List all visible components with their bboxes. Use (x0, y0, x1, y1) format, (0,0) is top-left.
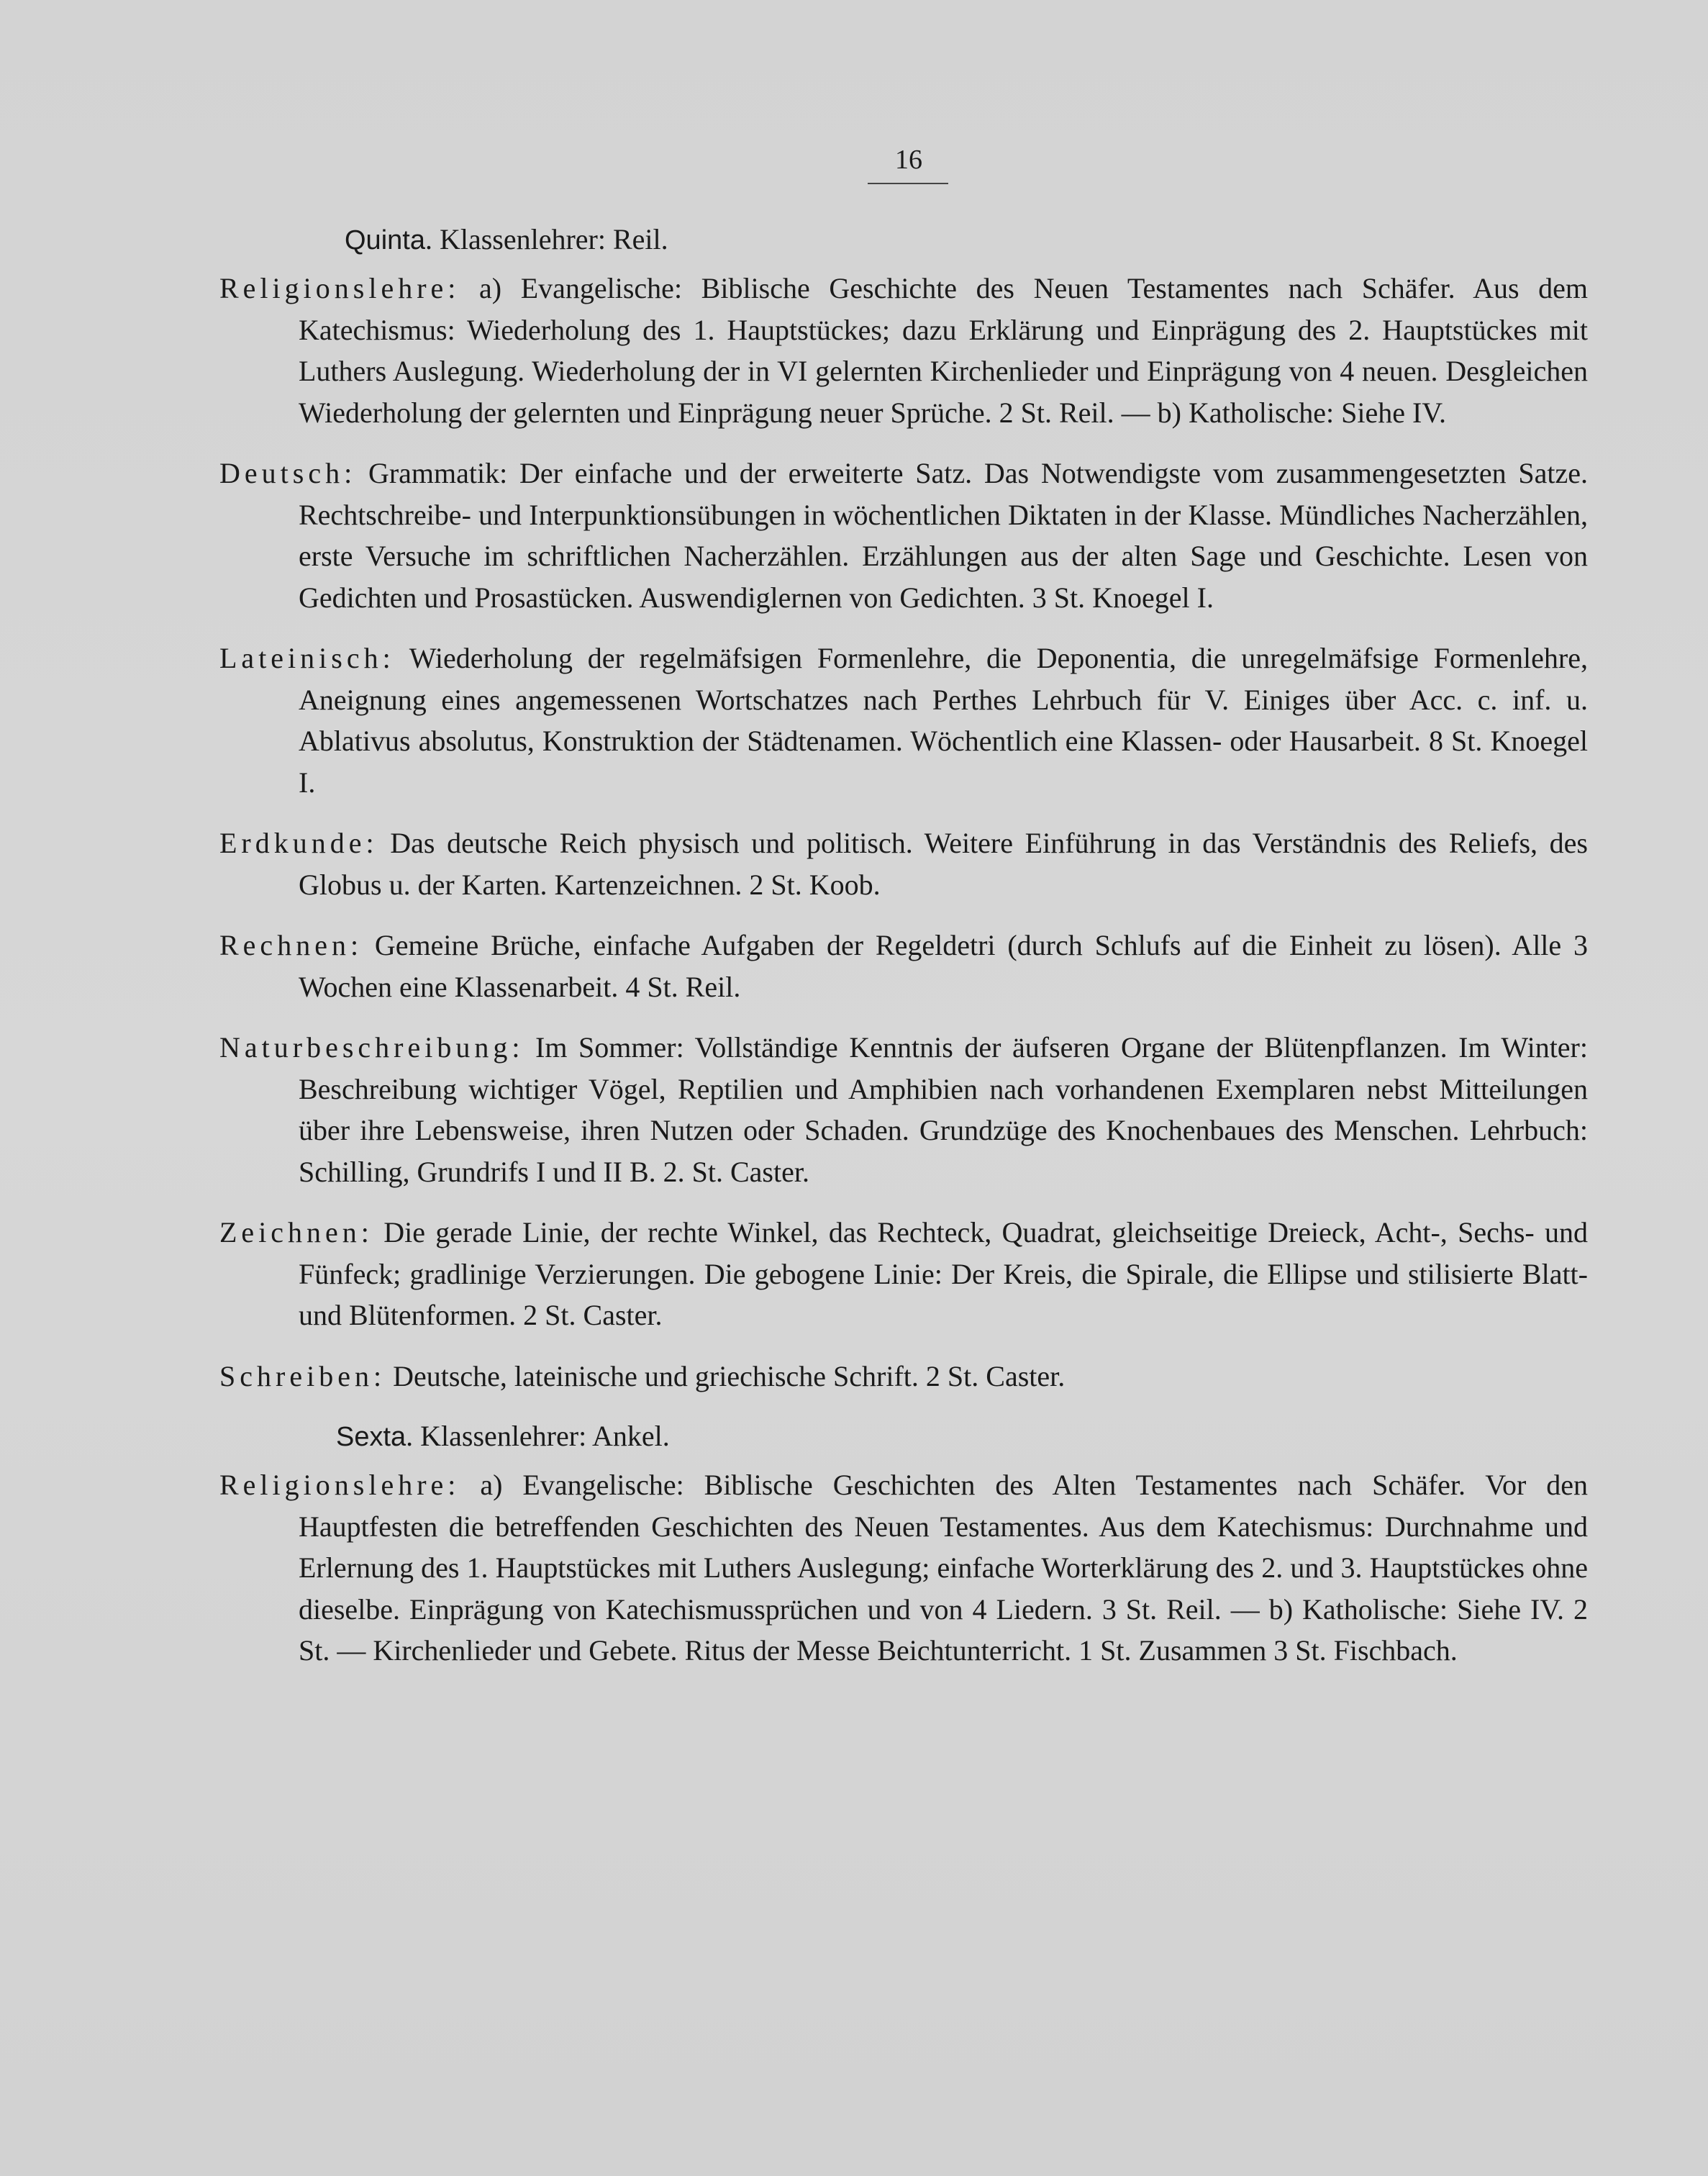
subject-text: Im Sommer: Vollständige Kenntnis der äufseren Organe der Blütenpflanzen. Im Winter: Beschreibung wichtiger Vögel, Reptilien und Amphibien nach vorhandenen Exemplaren nebst Mitteilungen über ihre Lebensweise, ihren Nutzen oder Schaden. Grundzüge des Knochenbaues des Menschen. Lehrbuch: Schilling, Grundrifs I und II B. 2. St. Caster. (299, 1031, 1588, 1188)
quinta-subject-erdkunde (219, 822, 1588, 905)
quinta-subject-schreiben (219, 1356, 1588, 1397)
subject-text: Gemeine Brüche, einfache Aufgaben der Regeldetri (durch Schlufs auf die Einheit zu lösen). Alle 3 Wochen eine Klassenarbeit. 4 St. Reil. (299, 929, 1588, 1003)
subject-label: Deutsch: (219, 457, 357, 489)
subject-text: a) Evangelische: Biblische Geschichte des Neuen Testamentes nach Schäfer. Aus dem Katechismus: Wiederholung des 1. Hauptstückes; dazu Erklärung und Einprägung des 2. Hauptstückes mit Luthers Auslegung. Wiederholung der in VI gelernten Kirchenlieder und Einprägung von 4 neuen. Desgleichen Wiederholung der gelernten und Einprägung neuer Sprüche. 2 St. Reil. — b) Katholische: Siehe IV. (299, 272, 1588, 429)
sexta-teacher: . Klassenlehrer: Ankel. (406, 1420, 670, 1452)
page-number: 16 (895, 145, 922, 175)
subject-label: Rechnen: (219, 929, 363, 961)
sexta-heading (219, 1416, 1588, 1457)
sexta-subject-religion (219, 1464, 1588, 1672)
subject-label: Erdkunde: (219, 827, 378, 859)
subject-label: Religionslehre: (219, 272, 460, 304)
page-content (219, 219, 1588, 1691)
sexta-class-name: Sexta (336, 1422, 406, 1452)
subject-text: a) Evangelische: Biblische Geschichten des Alten Testamentes nach Schäfer. Vor den Hauptfesten die betreffenden Geschichten des Neuen Testamentes. Aus dem Katechismus: Durchnahme und Erlernung des 1. Hauptstückes mit Luthers Auslegung; einfache Worterklärung des 2. und 3. Hauptstückes ohne dieselbe. Einprägung von Katechismussprüchen und von 4 Liedern. 3 St. Reil. — b) Katholische: Siehe IV. 2 St. — Kirchenlieder und Gebete. Ritus der Messe Beichtunterricht. 1 St. Zusammen 3 St. Fischbach. (299, 1469, 1588, 1667)
subject-label: Lateinisch: (219, 642, 395, 674)
quinta-subject-rechnen (219, 925, 1588, 1007)
subject-label: Religionslehre: (219, 1469, 460, 1501)
subject-label: Naturbeschreibung: (219, 1031, 524, 1064)
quinta-heading (219, 219, 1588, 260)
subject-label: Zeichnen: (219, 1216, 373, 1248)
quinta-subject-deutsch (219, 453, 1588, 618)
subject-text: Wiederholung der regelmäfsigen Formenlehre, die Deponentia, die unregelmäfsige Formenlehre, Aneignung eines angemessenen Wortschatzes nach Perthes Lehrbuch für V. Einiges über Acc. c. inf. u. Ablativus absolutus, Konstruktion der Städtenamen. Wöchentlich eine Klassen- oder Hausarbeit. 8 St. Knoegel I. (299, 642, 1588, 799)
subject-text: Die gerade Linie, der rechte Winkel, das Rechteck, Quadrat, gleichseitige Dreieck, Acht-, Sechs- und Fünfeck; gradlinige Verzierungen. Die gebogene Linie: Der Kreis, die Spirale, die Ellipse und stilisierte Blatt- und Blütenformen. 2 St. Caster. (299, 1216, 1588, 1331)
subject-text: Deutsche, lateinische und griechische Schrift. 2 St. Caster. (386, 1359, 1066, 1392)
subject-label: Schreiben: (219, 1359, 386, 1392)
quinta-class-name: Quinta (345, 225, 425, 255)
subject-text: Das deutsche Reich physisch und politisch. Weitere Einführung in das Verständnis des Reliefs, des Globus u. der Karten. Kartenzeichnen. 2 St. Koob. (299, 827, 1588, 901)
quinta-subject-zeichnen (219, 1212, 1588, 1336)
subject-text: Grammatik: Der einfache und der erweiterte Satz. Das Notwendigste vom zusammengesetzten Satze. Rechtschreibe- und Interpunktionsübungen in wöchentlichen Diktaten in der Klasse. Mündliches Nacherzählen, erste Versuche im schriftlichen Nacherzählen. Erzählungen aus der alten Sage und Geschichte. Lesen von Gedichten und Prosastücken. Auswendiglernen von Gedichten. 3 St. Knoegel I. (299, 457, 1588, 614)
quinta-subject-religion (219, 268, 1588, 433)
quinta-subject-lateinisch (219, 638, 1588, 803)
page-number-underline (868, 183, 948, 184)
quinta-subject-naturbeschreibung (219, 1027, 1588, 1192)
quinta-teacher: . Klassenlehrer: Reil. (424, 223, 668, 255)
